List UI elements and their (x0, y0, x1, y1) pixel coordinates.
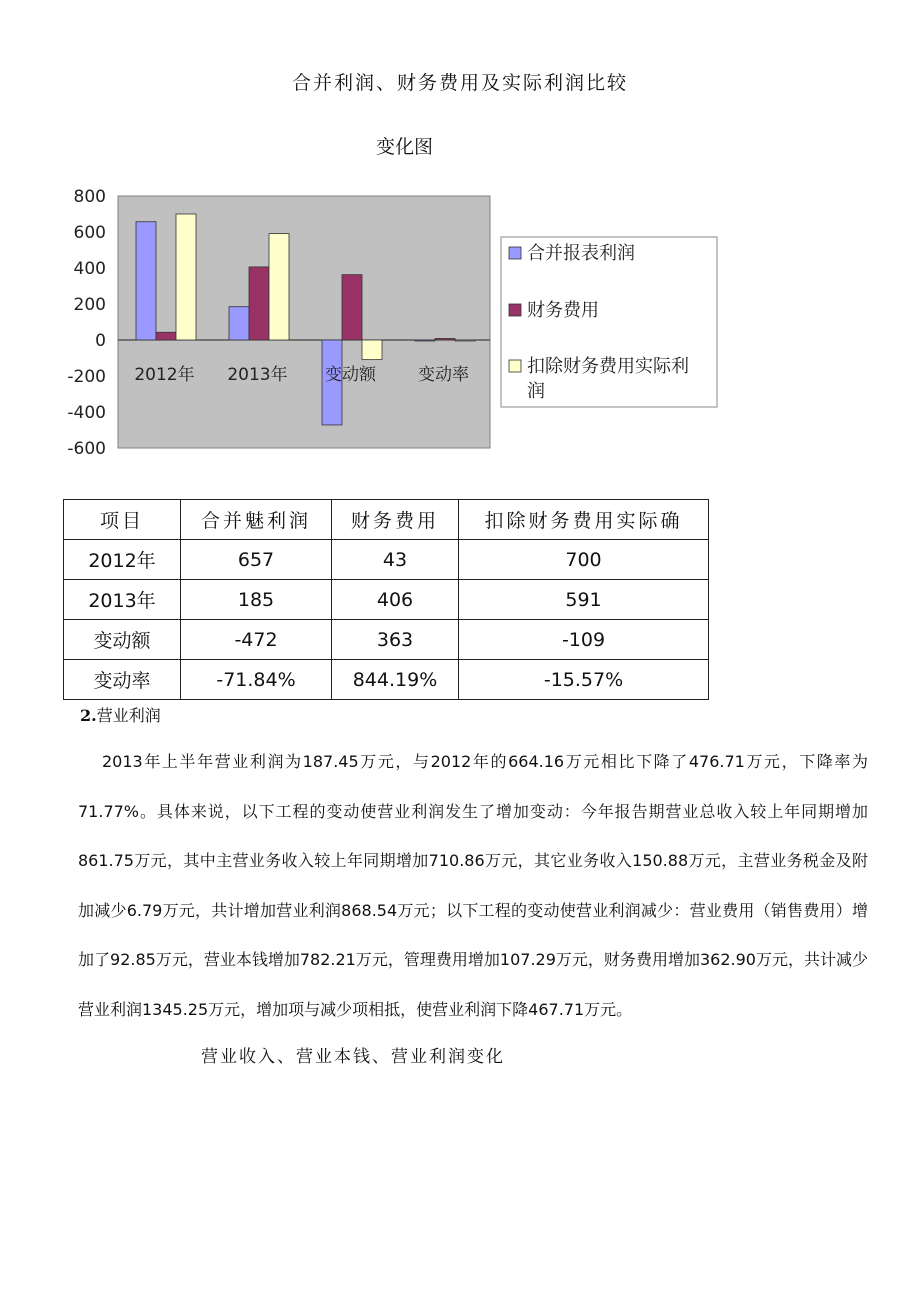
table-cell: 185 (181, 580, 332, 620)
table-cell: 变动额 (64, 620, 181, 660)
bar (156, 332, 176, 340)
x-tick-label: 2013年 (227, 365, 288, 385)
bar (136, 222, 156, 340)
table-cell: 844.19% (332, 660, 459, 700)
bar (249, 267, 269, 340)
legend-label: 财务费用 (527, 300, 599, 321)
table-cell: 43 (332, 540, 459, 580)
section-heading (80, 703, 161, 726)
y-tick-label: -200 (67, 367, 106, 387)
bar (342, 275, 362, 340)
plot-area (118, 196, 490, 448)
table-cell: 591 (459, 580, 709, 620)
y-tick-label: 0 (95, 331, 106, 351)
chart-title-line1: 合并利润、财务费用及实际利润比较 (291, 72, 628, 94)
y-tick-label: 400 (73, 259, 106, 279)
bar (176, 214, 196, 340)
table-cell: 363 (332, 620, 459, 660)
table-cell: -71.84% (181, 660, 332, 700)
y-tick-label: 600 (73, 223, 106, 243)
table-row (64, 660, 709, 700)
legend-swatch (509, 247, 521, 259)
table-row (64, 540, 709, 580)
table-cell: 657 (181, 540, 332, 580)
x-tick-label: 变动额 (325, 365, 376, 385)
bar (435, 338, 455, 340)
y-tick-label: 200 (73, 295, 106, 315)
legend-label: 润 (527, 381, 545, 402)
bar (269, 234, 289, 340)
table-row (64, 620, 709, 660)
bar (455, 340, 475, 341)
table-cell: -15.57% (459, 660, 709, 700)
section-number: 2. (80, 706, 97, 725)
bar (362, 340, 382, 360)
section-title: 营业利润 (96, 706, 161, 725)
y-tick-label: -600 (67, 439, 106, 459)
next-chart-caption: 营业收入、营业本钱、营业利润变化 (201, 1047, 505, 1067)
table-cell: 2013年 (64, 580, 181, 620)
legend-swatch (509, 360, 521, 372)
table-header-cell: 扣除财务费用实际确 (459, 500, 709, 540)
legend-swatch (509, 304, 521, 316)
bar (415, 340, 435, 341)
data-table (63, 499, 709, 700)
table-cell: 406 (332, 580, 459, 620)
table-cell: 2012年 (64, 540, 181, 580)
table-row (64, 580, 709, 620)
chart-title-line2: 变化图 (376, 136, 434, 158)
legend-label: 扣除财务费用实际利 (527, 356, 689, 377)
table-cell: -109 (459, 620, 709, 660)
table-header-cell: 合并魅利润 (181, 500, 332, 540)
bar (229, 307, 249, 340)
body-paragraph: 2013年上半年营业利润为187.45万元，与2012年的664.16万元相比下降了476.71万元，下降率为71.77%。具体来说，以下工程的变动使营业利润发生了增加变动：今年报告期营业总收入较上年同期增加861.75万元，其中主营业务收入较上年同期增加710.86万元，其它业务收入150.88万元，主营业务税金及附加减少6.79万元，共计增加营业利润868.54万元；以下工程的变动使营业利润减少：营业费用（销售费用）增加了92.85万元，营业本钱增加782.21万元，管理费用增加107.29万元，财务费用增加362.90万元，共计减少营业利润1345.25万元，增加项与减少项相抵，使营业利润下降467.71万元。 (78, 752, 868, 1019)
table-cell: -472 (181, 620, 332, 660)
bar-chart (55, 182, 735, 462)
table-cell: 700 (459, 540, 709, 580)
x-tick-label: 变动率 (418, 365, 469, 385)
y-tick-label: 800 (73, 187, 106, 207)
table-header-cell: 财务费用 (332, 500, 459, 540)
table-cell: 变动率 (64, 660, 181, 700)
table-header-row (64, 500, 709, 540)
legend-label: 合并报表利润 (527, 243, 635, 264)
x-tick-label: 2012年 (134, 365, 195, 385)
y-tick-label: -400 (67, 403, 106, 423)
table-header-cell: 项目 (64, 500, 181, 540)
